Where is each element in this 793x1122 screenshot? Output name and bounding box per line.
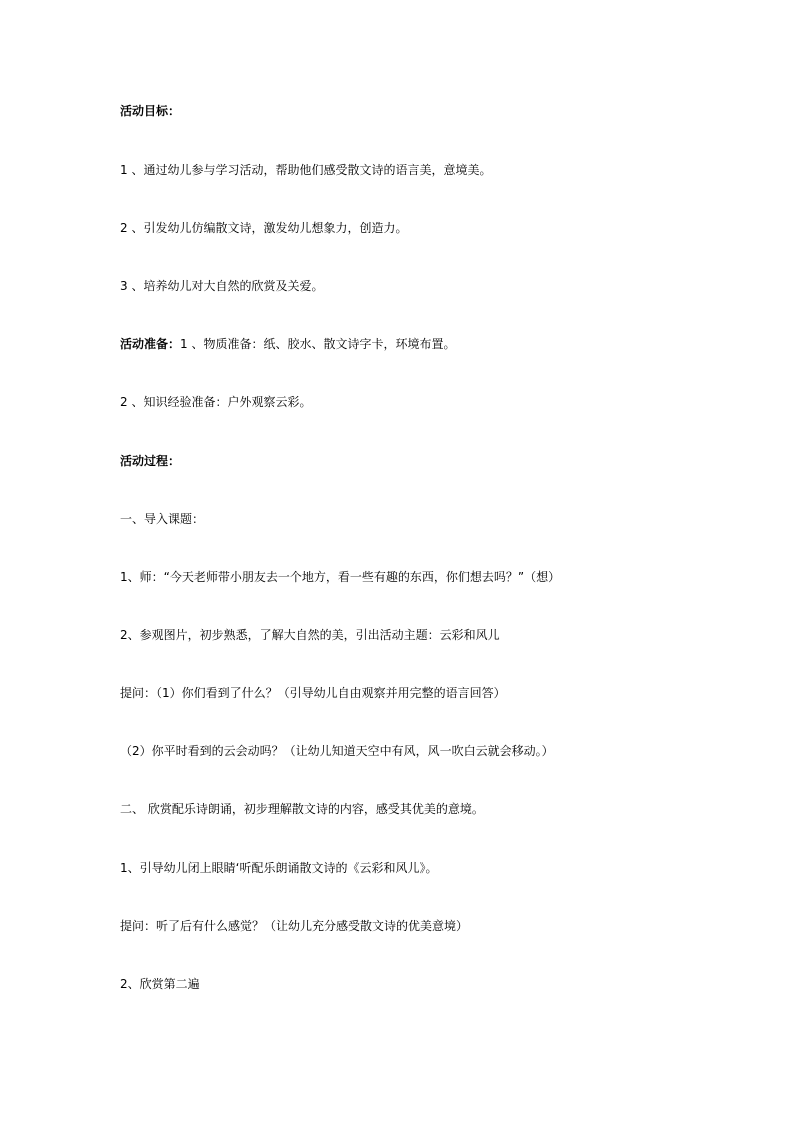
- goal-item-2: 2 、引发幼儿仿编散文诗，激发幼儿想象力，创造力。: [120, 221, 408, 235]
- process-heading: 活动过程：: [120, 454, 181, 468]
- section-1-title: 一、导入课题：: [120, 512, 205, 526]
- prep-item-2: 2 、知识经验准备：户外观察云彩。: [120, 395, 312, 409]
- prep-heading: 活动准备：: [120, 337, 181, 351]
- section-1-item-2: 2、参观图片，初步熟悉，了解大自然的美，引出活动主题：云彩和风儿: [120, 628, 500, 642]
- section-1-item-1: 1、师：“今天老师带小朋友去一个地方，看一些有趣的东西，你们想去吗？”（想）: [120, 570, 561, 584]
- section-1-question-1: 提问：（1）你们看到了什么？（引导幼儿自由观察并用完整的语言回答）: [120, 686, 506, 700]
- goal-item-3: 3 、培养幼儿对大自然的欣赏及关爱。: [120, 279, 324, 293]
- section-2-item-2: 2、欣赏第二遍: [120, 977, 200, 991]
- goal-heading: 活动目标：: [120, 104, 181, 118]
- section-1-question-2: （2）你平时看到的云会动吗？（让幼儿知道天空中有风，风一吹白云就会移动。）: [120, 744, 554, 758]
- section-2-item-1: 1、引导幼儿闭上眼睛‘听配乐朗诵散文诗的《云彩和风儿》。: [120, 861, 438, 875]
- section-2-title: 二、 欣赏配乐诗朗诵，初步理解散文诗的内容，感受其优美的意境。: [120, 802, 484, 816]
- goal-item-1: 1 、通过幼儿参与学习活动，帮助他们感受散文诗的语言美，意境美。: [120, 163, 492, 177]
- section-2-question: 提问：听了后有什么感觉？（让幼儿充分感受散文诗的优美意境）: [120, 919, 469, 933]
- prep-line: [120, 336, 455, 352]
- prep-item-1: 1 、物质准备：纸、胶水、散文诗字卡，环境布置。: [180, 337, 456, 351]
